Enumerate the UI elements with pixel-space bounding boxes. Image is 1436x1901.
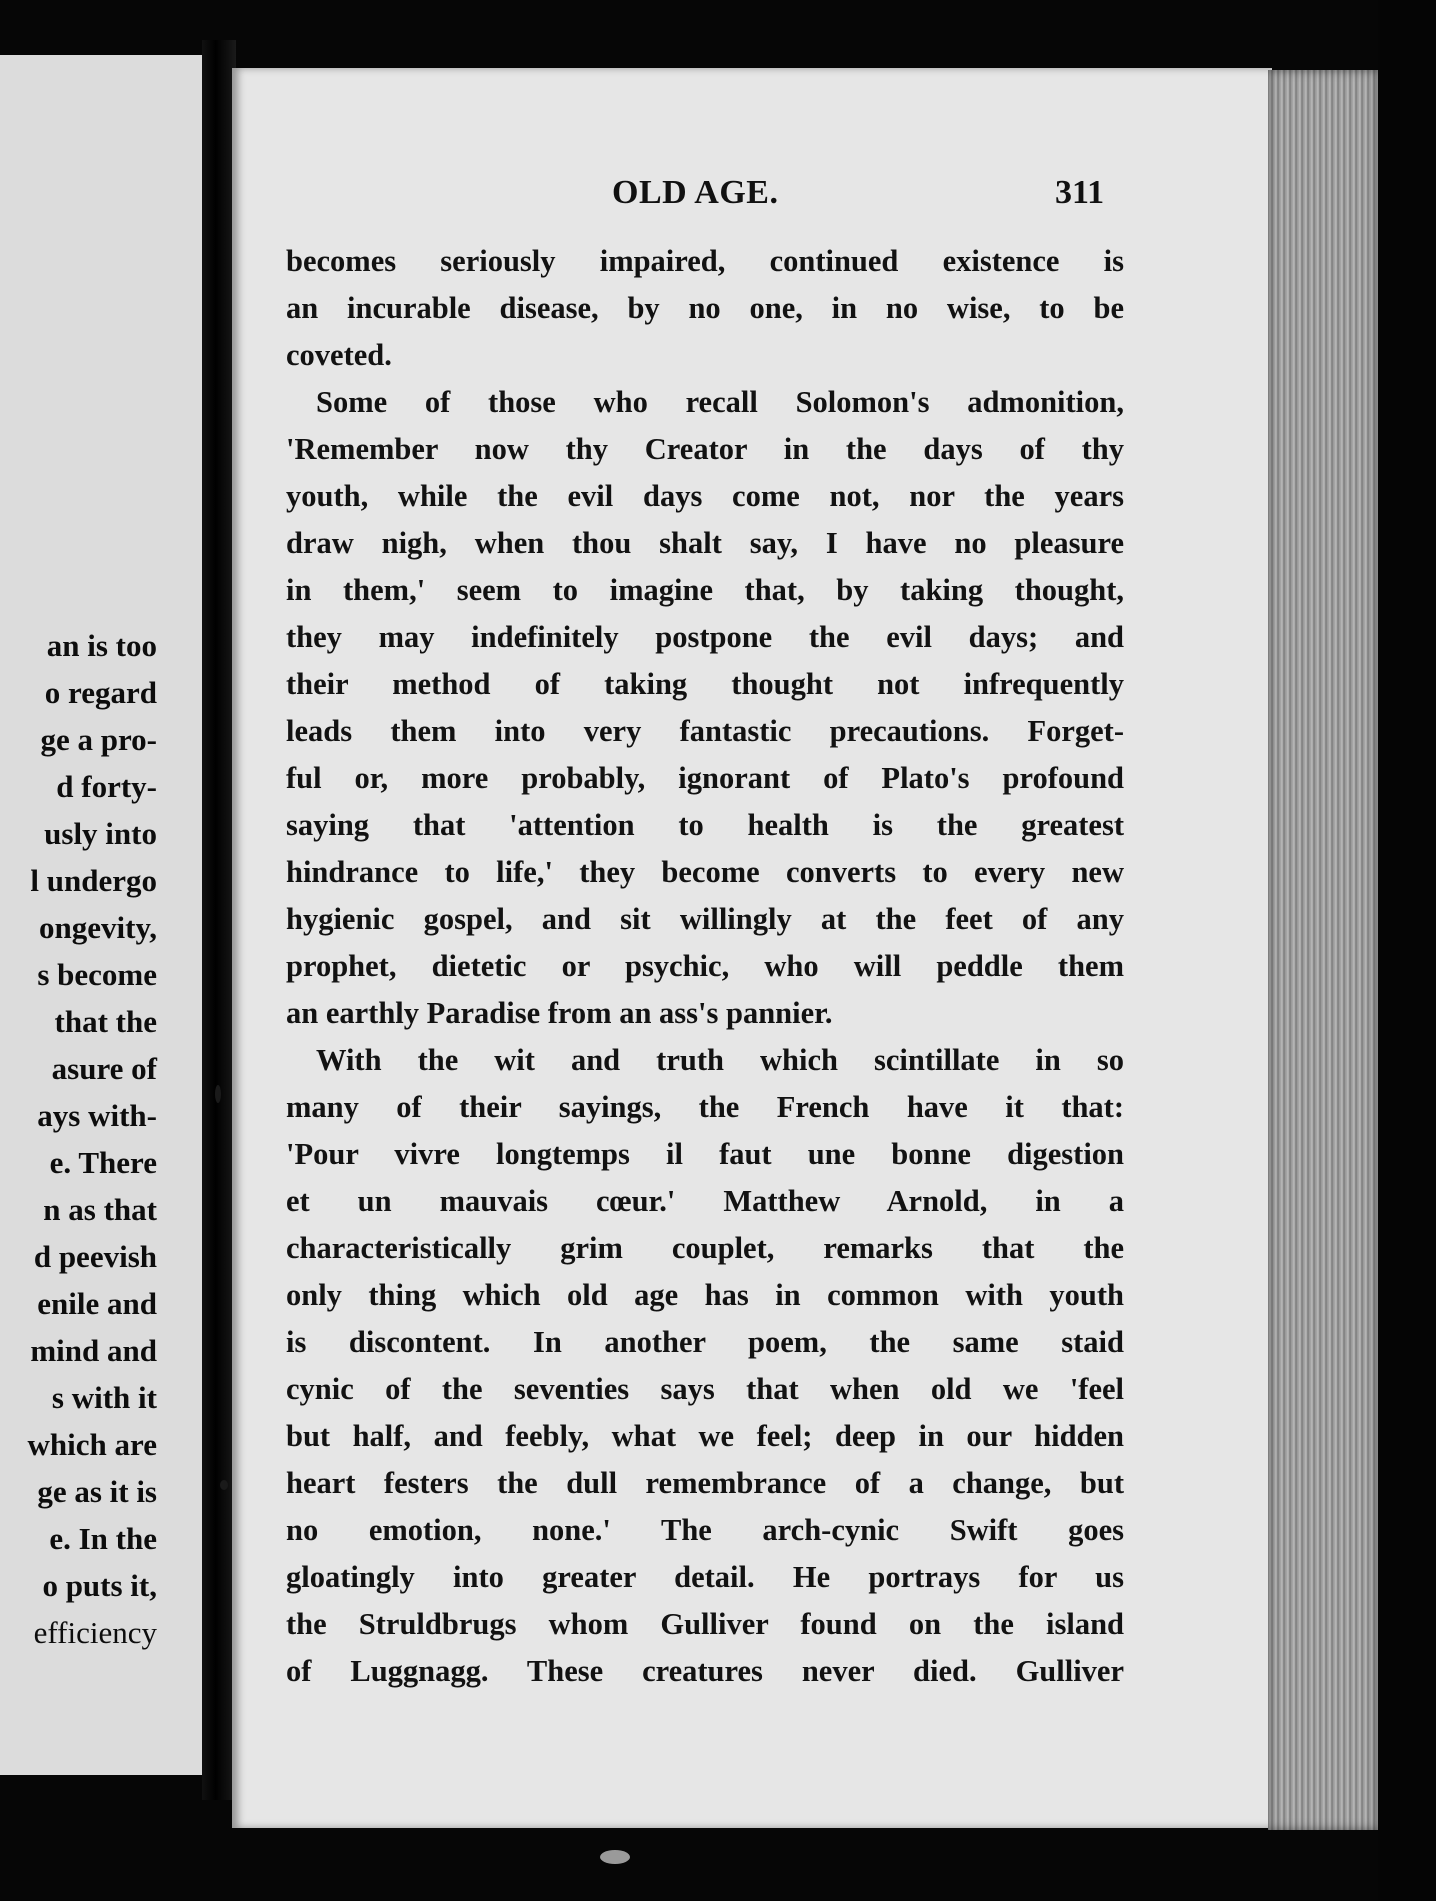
- body-text-line: no emotion, none.' The arch-cynic Swift goes: [286, 1513, 1124, 1547]
- body-text-line: With the wit and truth which scintillate in so: [316, 1043, 1124, 1077]
- body-text-line: is discontent. In another poem, the same staid: [286, 1325, 1124, 1359]
- body-text-line: in them,' seem to imagine that, by taking thought,: [286, 573, 1124, 607]
- left-page-line: usly into: [44, 816, 157, 851]
- body-text-line: their method of taking thought not infrequently: [286, 667, 1124, 701]
- body-text-line: but half, and feebly, what we feel; deep in our hidden: [286, 1419, 1124, 1453]
- body-text-line: 'Pour vivre longtemps il faut une bonne digestion: [286, 1137, 1124, 1171]
- page-number: 311: [1055, 174, 1105, 211]
- left-page-line: s become: [37, 957, 157, 992]
- body-text-line: characteristically grim couplet, remarks that the: [286, 1231, 1124, 1265]
- left-page-line: s with it: [51, 1380, 157, 1415]
- left-page-line: ge as it is: [37, 1474, 157, 1509]
- left-page-line: n as that: [43, 1192, 157, 1227]
- body-text-line: Some of those who recall Solomon's admonition,: [316, 385, 1124, 419]
- left-page-line: e. In the: [49, 1521, 157, 1556]
- left-page-line: an is too: [46, 628, 157, 663]
- left-page-line: ays with-: [37, 1098, 157, 1133]
- body-text-line: draw nigh, when thou shalt say, I have no pleasure: [286, 526, 1124, 560]
- scan-border: [1378, 0, 1436, 1901]
- body-text-line: prophet, dietetic or psychic, who will peddle them: [286, 949, 1124, 983]
- body-text-line: et un mauvais cœur.' Matthew Arnold, in a: [286, 1184, 1124, 1218]
- body-text-line: 'Remember now thy Creator in the days of thy: [286, 432, 1124, 466]
- body-text-line: becomes seriously impaired, continued existence is: [286, 244, 1124, 278]
- left-page-line: enile and: [37, 1286, 157, 1321]
- scan-speck: [215, 1085, 221, 1103]
- left-facing-page: [0, 55, 202, 1775]
- left-page-line: d forty-: [56, 769, 157, 804]
- scan-speck: [220, 1480, 228, 1490]
- left-page-line: that the: [54, 1004, 157, 1039]
- running-head: OLD AGE.: [612, 174, 779, 211]
- body-text-line: an incurable disease, by no one, in no wise, to be: [286, 291, 1124, 325]
- body-text-line: heart festers the dull remembrance of a change, but: [286, 1466, 1124, 1500]
- body-text-line: hygienic gospel, and sit willingly at the feet of any: [286, 902, 1124, 936]
- body-text-line: only thing which old age has in common with youth: [286, 1278, 1124, 1312]
- left-page-line: ge a pro-: [40, 722, 157, 757]
- body-text-line: an earthly Paradise from an ass's pannier.: [286, 996, 833, 1030]
- book-gutter-shadow: [202, 40, 236, 1800]
- page-edges: [1268, 70, 1378, 1830]
- body-text-line: ful or, more probably, ignorant of Plato's profound: [286, 761, 1124, 795]
- body-text-line: many of their sayings, the French have it that:: [286, 1090, 1124, 1124]
- body-text-line: of Luggnagg. These creatures never died. Gulliver: [286, 1654, 1124, 1688]
- body-text-line: they may indefinitely postpone the evil days; and: [286, 620, 1124, 654]
- body-text-line: cynic of the seventies says that when old we 'feel: [286, 1372, 1124, 1406]
- left-page-line: d peevish: [33, 1239, 157, 1274]
- scan-speck: [600, 1850, 630, 1864]
- body-text-line: youth, while the evil days come not, nor the years: [286, 479, 1124, 513]
- left-page-line: asure of: [51, 1051, 157, 1086]
- left-page-line: e. There: [49, 1145, 157, 1180]
- body-text-line: leads them into very fantastic precautions. Forget-: [286, 714, 1124, 748]
- left-page-line: l undergo: [30, 863, 157, 898]
- body-text-line: saying that 'attention to health is the greatest: [286, 808, 1124, 842]
- body-text-line: hindrance to life,' they become converts to every new: [286, 855, 1124, 889]
- left-page-line: mind and: [30, 1333, 157, 1368]
- body-text-line: the Struldbrugs whom Gulliver found on the island: [286, 1607, 1124, 1641]
- left-page-line: efficiency: [33, 1615, 157, 1650]
- body-text-line: gloatingly into greater detail. He portrays for us: [286, 1560, 1124, 1594]
- left-page-line: ongevity,: [39, 910, 157, 945]
- body-text-line: coveted.: [286, 338, 392, 372]
- left-page-line: which are: [27, 1427, 157, 1462]
- left-page-line: o regard: [44, 675, 157, 710]
- left-page-line: o puts it,: [42, 1568, 157, 1603]
